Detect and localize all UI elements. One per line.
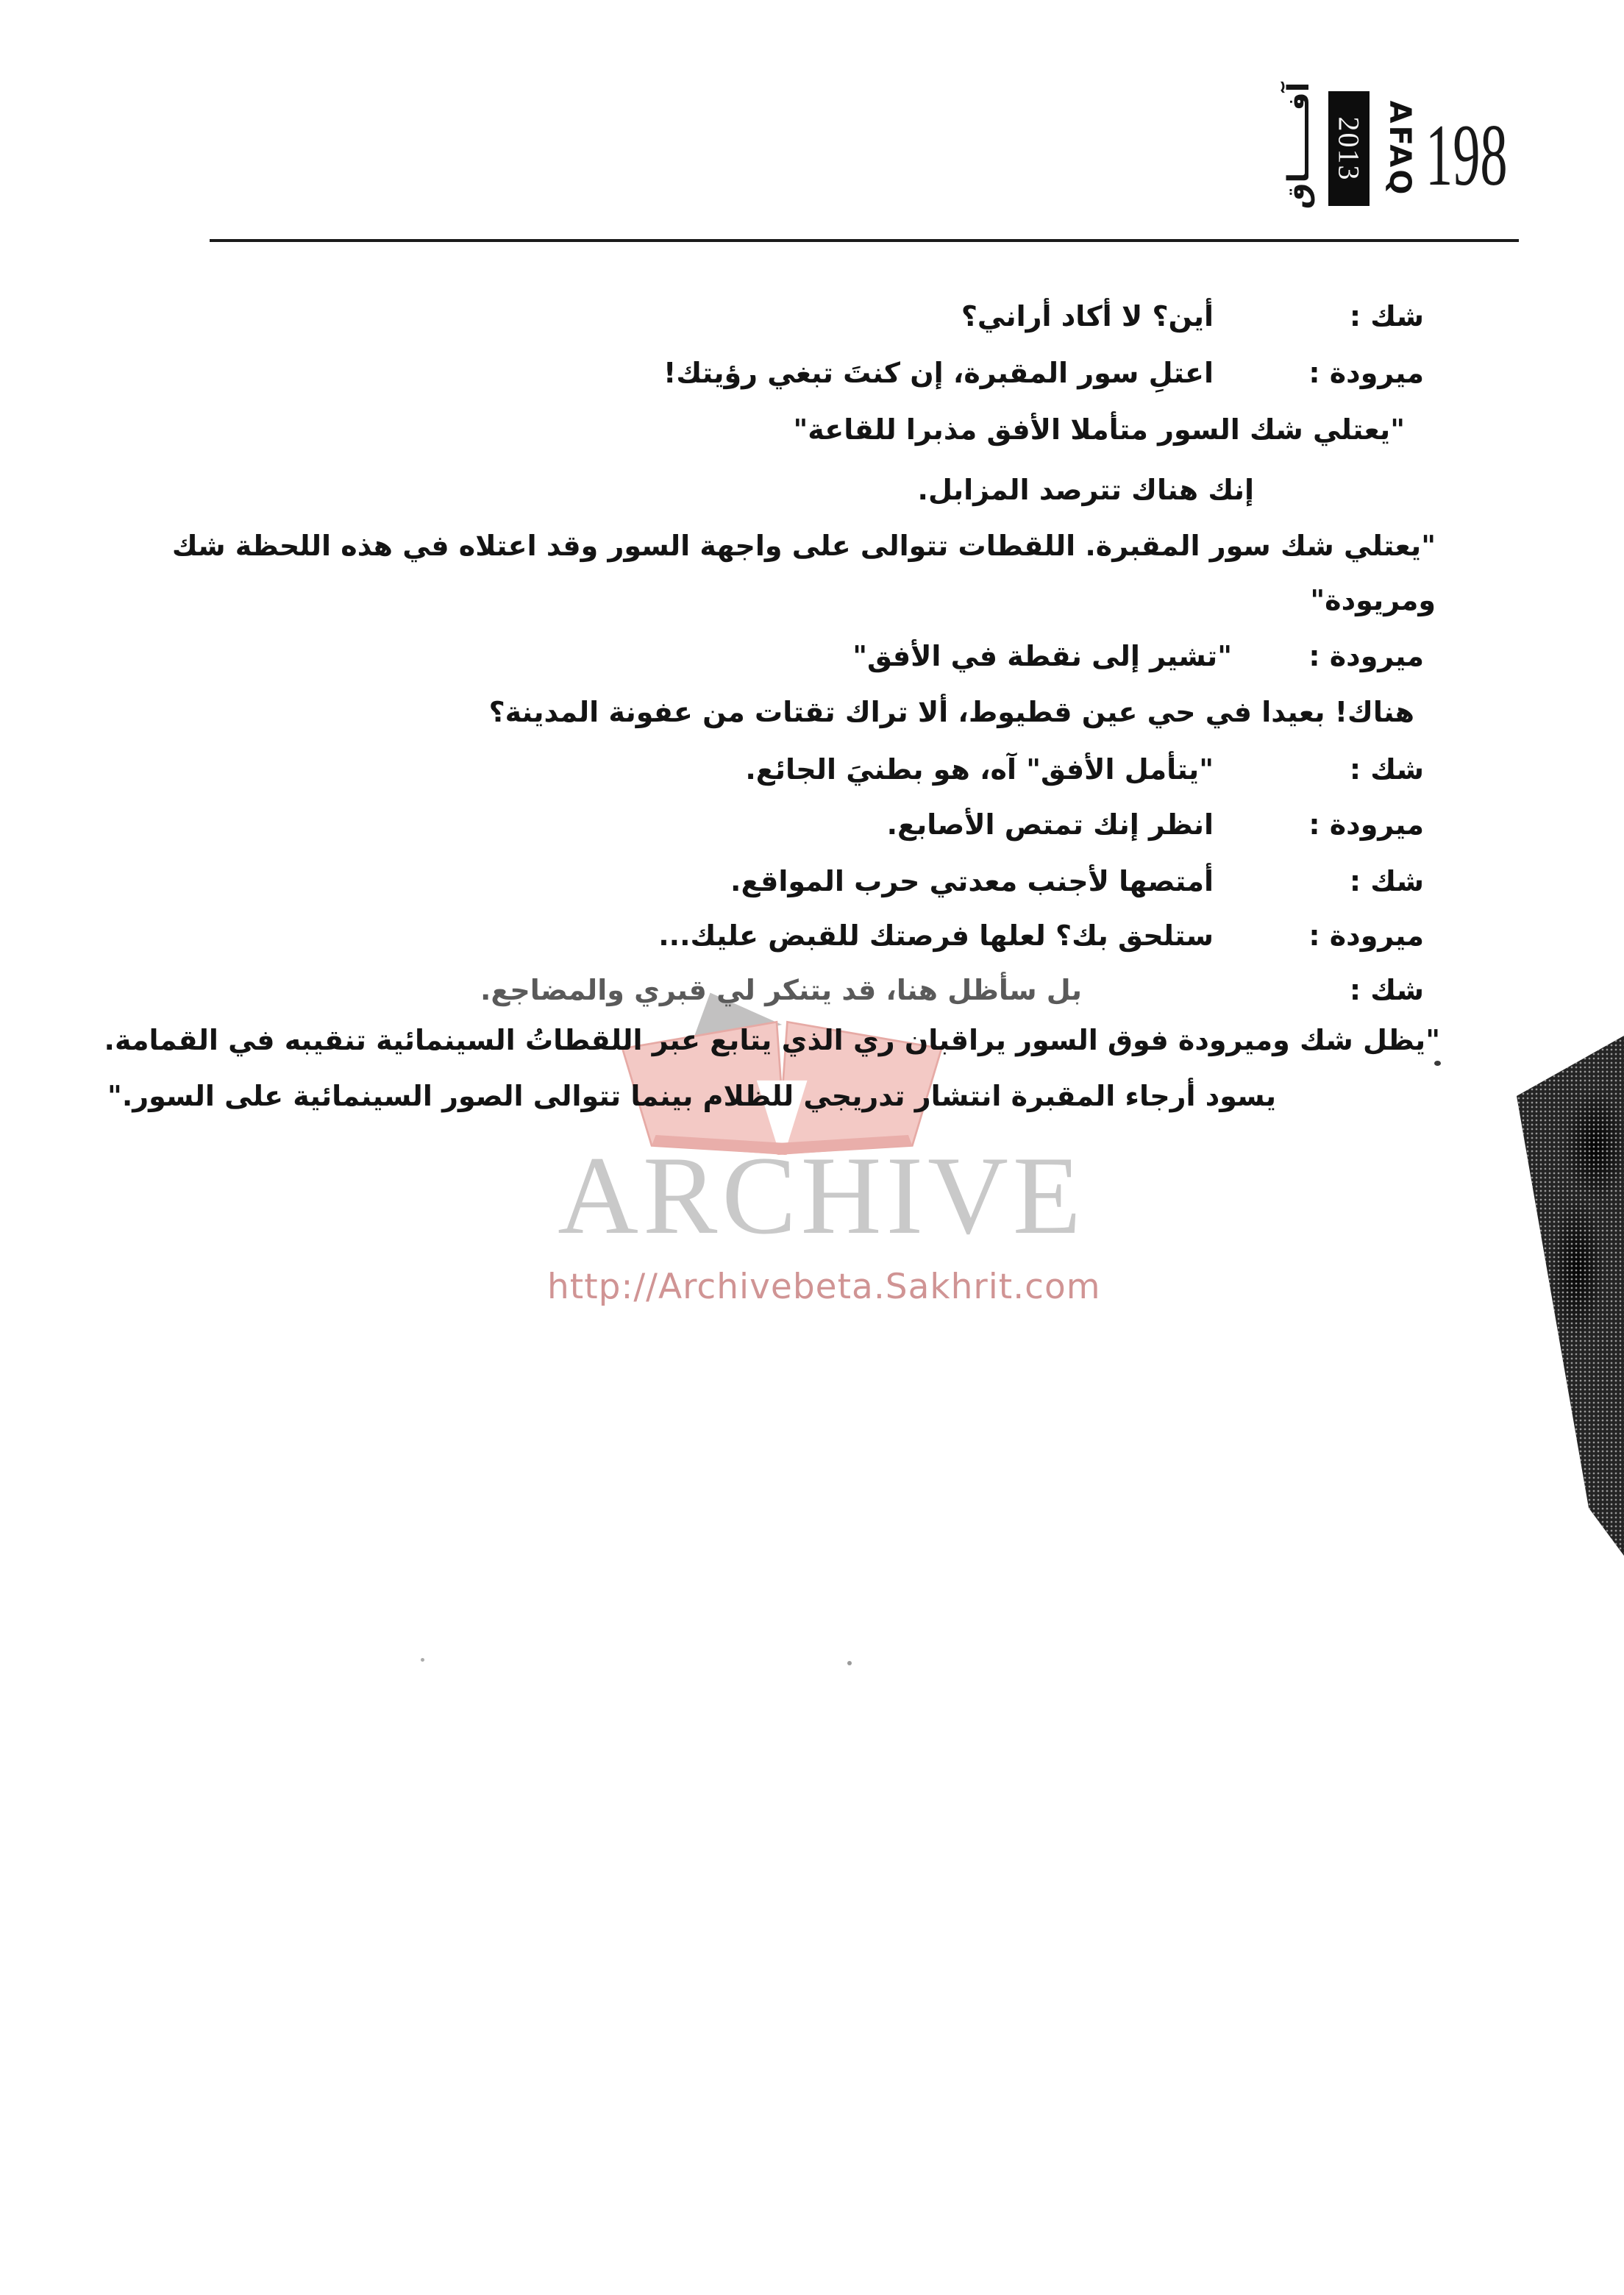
stage-direction-line [0, 693, 1624, 734]
dialogue-text: اعتلِ سور المقبرة، إن كنتَ تبغي رؤيتك! [663, 357, 1214, 389]
dialogue-text: انظر إنك تمتص الأصابع. [886, 808, 1214, 841]
watermark-url: http://Archivebeta.Sakhrit.com [547, 1267, 1101, 1307]
dialogue-text: هناك! بعيدا في حي عين قطيوط، ألا تراك تقتات من عفونة المدينة؟ [488, 696, 1414, 728]
stage-direction-line [0, 581, 1624, 622]
stage-direction-line [0, 1077, 1624, 1118]
dialogue-text: "يتأمل الأفق" آه، هو بطنيَ الجائع. [745, 753, 1214, 786]
dialogue-text: "تشير إلى نقطة في الأفق" [852, 640, 1232, 672]
stage-direction-line [0, 471, 1624, 512]
speaker-label: شك : [1349, 974, 1424, 1006]
dialogue-line [0, 917, 1624, 958]
scan-speck [1434, 1061, 1441, 1066]
dialogue-text: ومريودة" [1310, 584, 1436, 616]
speaker-label: شك : [1349, 865, 1424, 897]
stage-direction-line [0, 1021, 1624, 1062]
scan-speck [847, 1661, 852, 1665]
dialogue-line [0, 637, 1624, 678]
speaker-label: ميرودة : [1308, 919, 1424, 952]
stage-direction-line [0, 527, 1624, 568]
dialogue-text: أمتصها لأجنب معدتي حرب المواقع. [730, 865, 1214, 897]
dialogue-line [0, 354, 1624, 395]
dialogue-text: إنك هناك تترصد المزابل. [917, 474, 1254, 506]
dialogue-text: "يعتلي شك سور المقبرة. اللقطات تتوالى على واجهة السور وقد اعتلاه في هذه اللحظة شك [171, 530, 1436, 562]
afaq-latin-logo: AFAQ [1383, 100, 1417, 197]
speaker-label: ميرودة : [1308, 357, 1424, 389]
scan-speck [421, 1658, 424, 1662]
speaker-label: ميرودة : [1308, 808, 1424, 841]
dialogue-text: ستلحق بك؟ لعلها فرصتك للقبض عليك... [658, 919, 1214, 952]
dialogue-line [0, 971, 1624, 1012]
dialogue-text: "يظل شك وميرودة فوق السور يراقبان ري الذي يتابع عبر اللقطاتُ السينمائية تنقيبه في القمامة. [104, 1024, 1440, 1056]
scan-artifact-strip [1508, 1030, 1624, 1559]
speaker-label: شك : [1349, 300, 1424, 332]
year-badge [1328, 91, 1370, 206]
dialogue-text: أين؟ لا أكاد أراني؟ [961, 300, 1214, 332]
speaker-label: ميرودة : [1308, 640, 1424, 672]
dialogue-line [0, 805, 1624, 847]
dialogue-text: يسود أرجاء المقبرة انتشار تدريجي للظلام بينما تتوالى الصور السينمائية على السور." [107, 1080, 1276, 1112]
stage-direction-line [0, 410, 1624, 452]
dialogue-line [0, 750, 1624, 791]
dialogue-line [0, 297, 1624, 338]
header-divider [210, 239, 1519, 242]
watermark-text: ARCHIVE [558, 1134, 1086, 1257]
dialogue-line [0, 862, 1624, 903]
afaq-arabic-logo: آفــــــاق [1282, 82, 1316, 210]
year-badge-label: 2013 [1332, 116, 1366, 181]
dialogue-text: "يعتلي شك السور متأملا الأفق مذبرا للقاعة" [793, 413, 1405, 446]
speaker-label: شك : [1349, 753, 1424, 786]
page-number: 198 [1425, 106, 1508, 204]
dialogue-text: بل سأظل هنا، قد يتنكر لي قبري والمضاجع. [480, 974, 1082, 1006]
